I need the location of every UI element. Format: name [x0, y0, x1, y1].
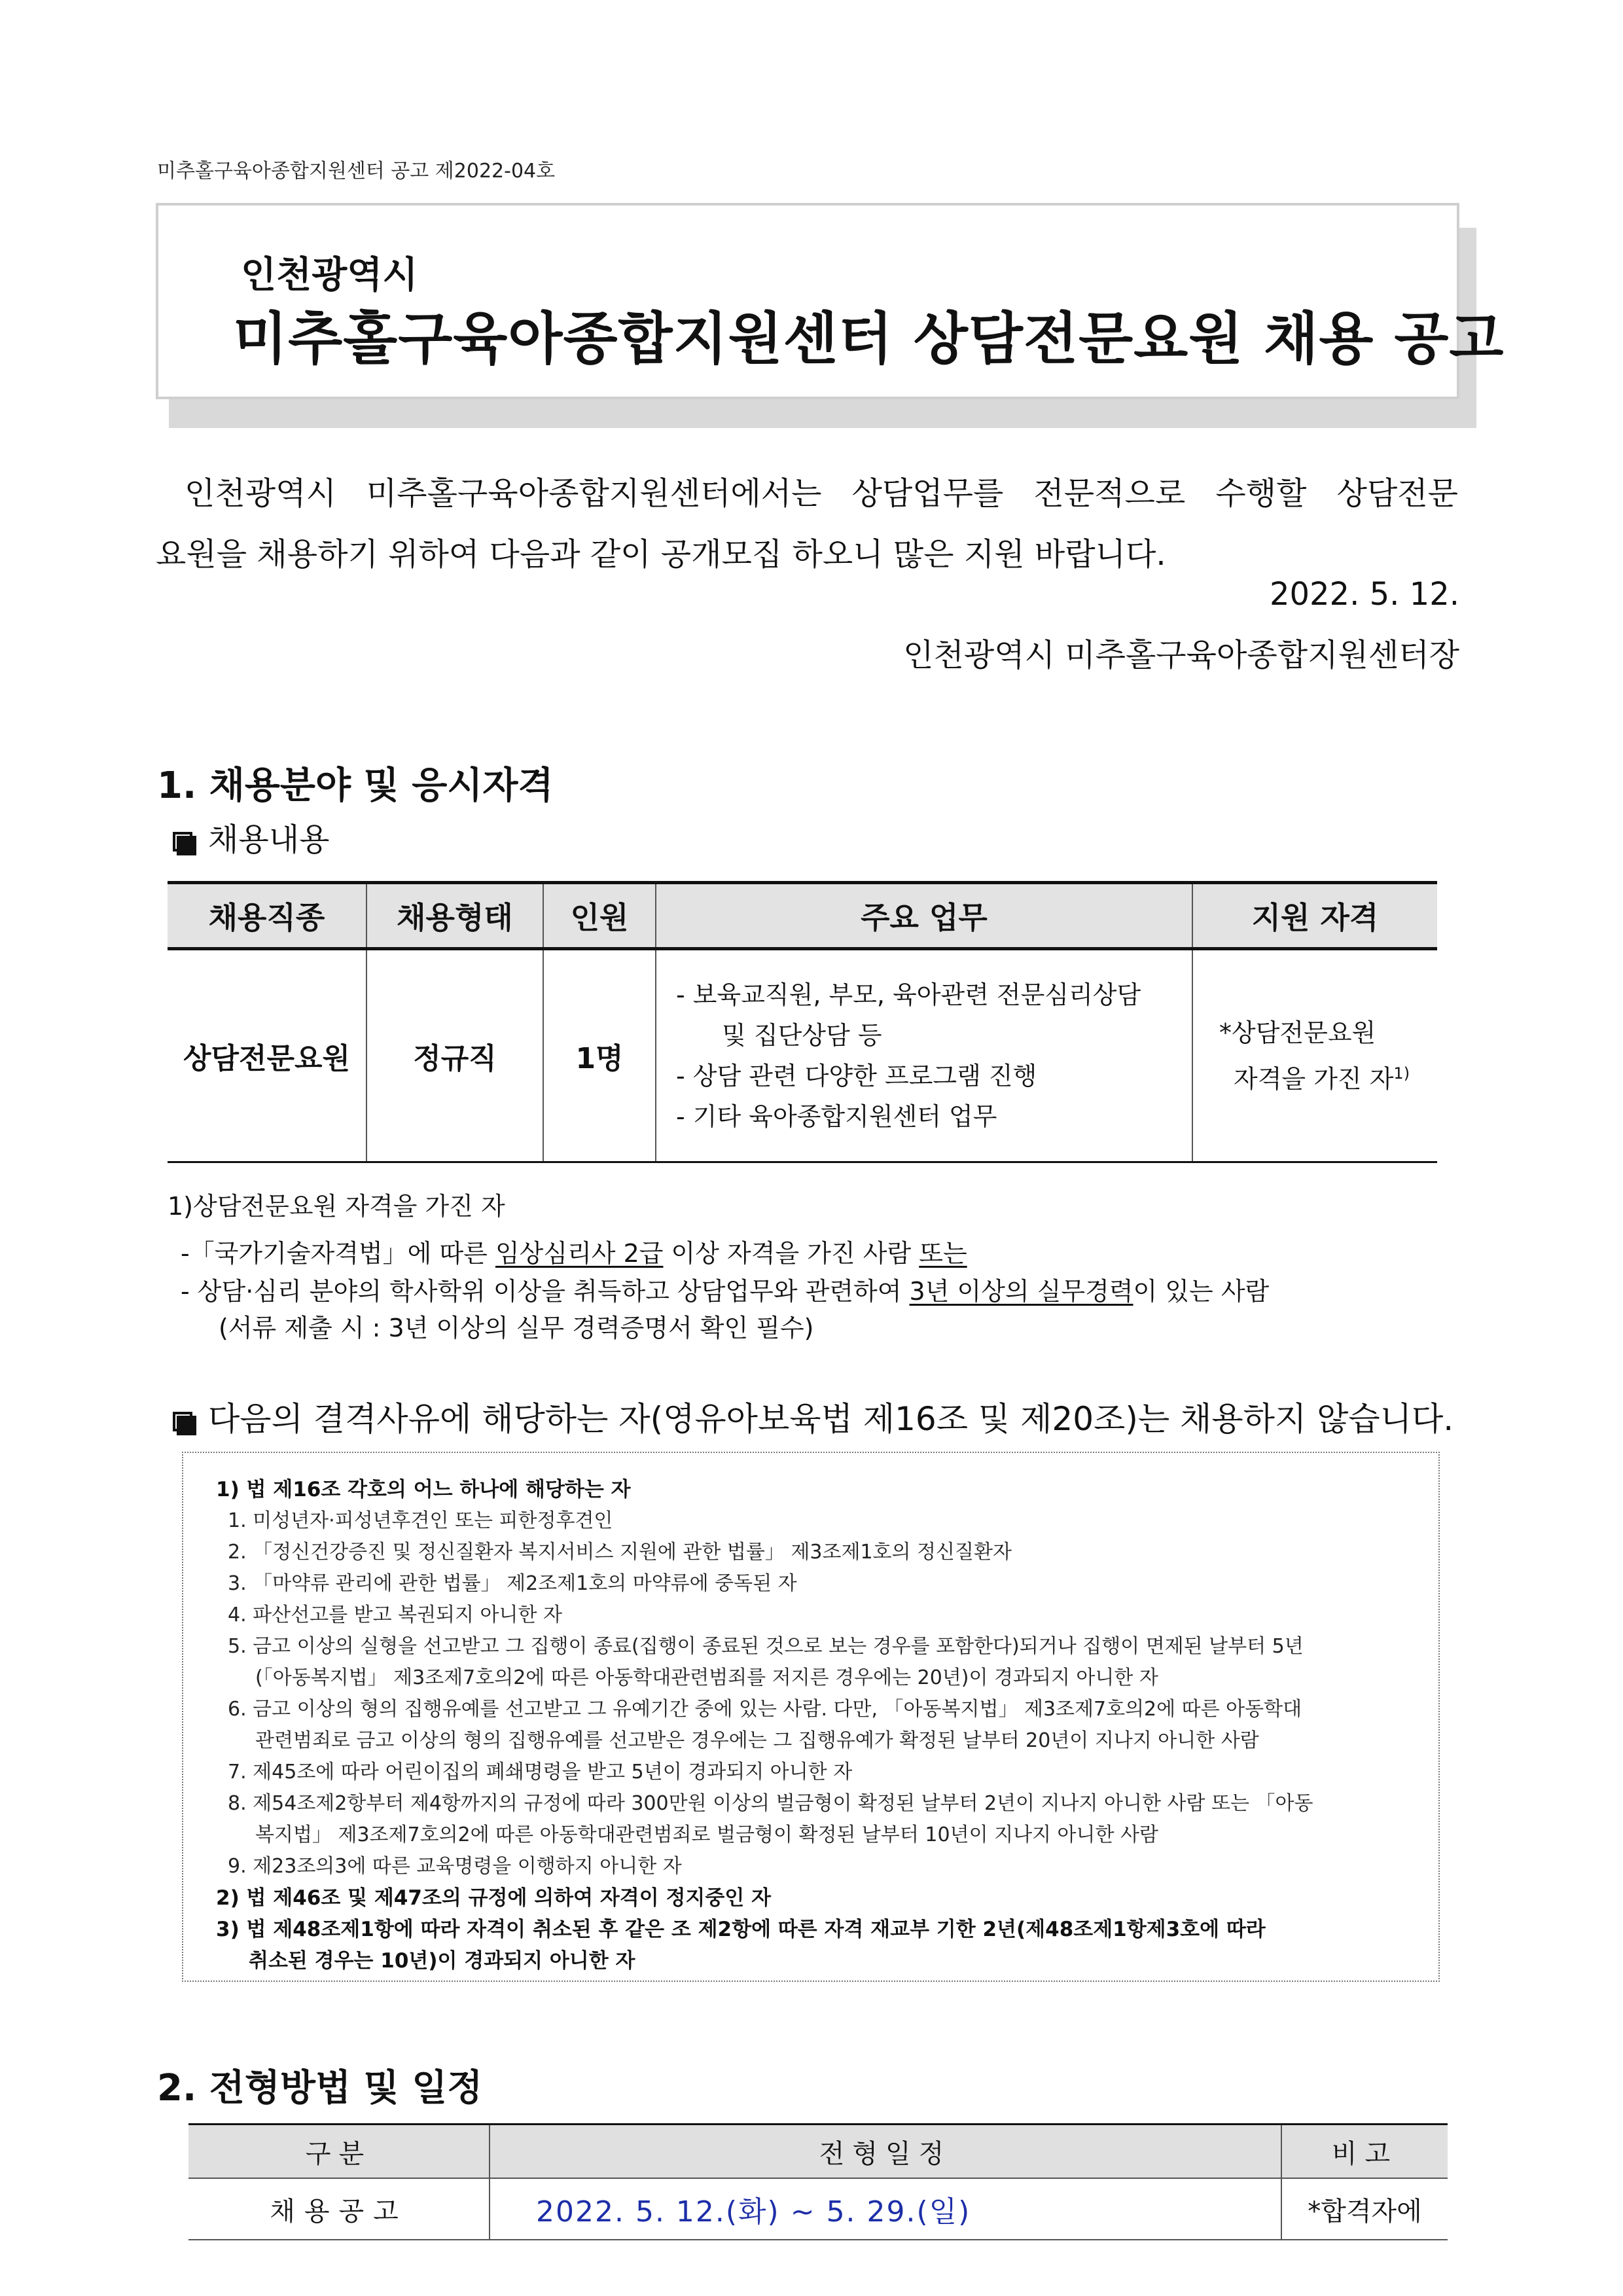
table-row: [168, 949, 1437, 1162]
schedule-table: [188, 2123, 1448, 2240]
duty-line: - 기타 육아종합지원센터 업무: [676, 1102, 997, 1131]
disq-main-item: 3) 법 제48조제1항에 따라 자격이 취소된 후 같은 조 제2항에 따른 자격 재교부 기한 2년(제48조제1항제3호에 따라: [216, 1918, 1266, 1941]
duty-line: 및 집단상담 등: [706, 1021, 882, 1050]
cell-type: 정규직: [366, 949, 543, 1162]
disq-item: 4. 파산선고를 받고 복권되지 아니한 자: [228, 1604, 563, 1626]
header-type: 채용형태: [366, 883, 543, 949]
cell-remark: *합격자에: [1281, 2178, 1448, 2240]
underlined-text: 임상심리사 2급: [495, 1239, 664, 1268]
header-schedule: 전형일정: [490, 2125, 1281, 2179]
disq-item-cont: (「아동복지법」 제3조제7호의2에 따른 아동학대관련범죄를 저지른 경우에는 20년)이 경과되지 아니한 자: [255, 1666, 1158, 1689]
subsection-recruitment: [173, 814, 329, 859]
disq-item: 9. 제23조의3에 따른 교육명령을 이행하지 아니한 자: [228, 1855, 682, 1878]
cell-qualification: [1192, 949, 1437, 1162]
notice-date: 2022. 5. 12.: [1269, 576, 1459, 613]
intro-line-1: 인천광역시 미추홀구육아종합지원센터에서는 상담업무를 전문적으로 수행할 상담전문: [185, 475, 1458, 512]
disq-item: 7. 제45조에 따라 어린이집의 폐쇄명령을 받고 5년이 경과되지 아니한 자: [228, 1761, 853, 1784]
disqualification-heading: 다음의 결격사유에 해당하는 자(영유아보육법 제16조 및 제20조)는 채용하지 않습니다.: [173, 1393, 1454, 1440]
disq-main-item-cont: 취소된 경우는 10년)이 경과되지 아니한 자: [249, 1949, 635, 1973]
disq-item: 3. 「마약류 관리에 관한 법률」 제2조제1호의 마약류에 중독된 자: [228, 1572, 797, 1595]
cell-category: 채용공고: [188, 2178, 490, 2240]
recruitment-table: [168, 881, 1437, 1163]
disq-item: 6. 금고 이상의 형의 집행유예를 선고받고 그 유예기간 중에 있는 사람. 다만, 「아동복지법」 제3조제7호의2에 따른 아동학대: [228, 1698, 1302, 1721]
header-count: 인원: [543, 883, 656, 949]
underlined-text: 3년 이상의 실무경력: [909, 1277, 1133, 1306]
header-remark: 비고: [1281, 2125, 1448, 2179]
checkbox-square-icon: [173, 832, 192, 852]
duty-line: - 상담 관련 다양한 프로그램 진행: [676, 1062, 1037, 1090]
note-title: 1)상담전문요원 자격을 가진 자: [168, 1192, 505, 1221]
underlined-text: 또는: [919, 1239, 967, 1268]
note-line-2: - 상담·심리 분야의 학사학위 이상을 취득하고 상담업무와 관련하여 3년 이상의 실무경력이 있는 사람: [181, 1277, 1270, 1306]
header-category: 구분: [188, 2125, 490, 2179]
section-1-heading: 1. 채용분야 및 응시자격: [157, 764, 554, 807]
duty-line: - 보육교직원, 부모, 육아관련 전문심리상담: [676, 980, 1141, 1009]
cell-duties: [656, 949, 1192, 1162]
header-qualification: 지원 자격: [1192, 883, 1437, 949]
footnote-marker: 1): [1393, 1064, 1410, 1083]
intro-line-2: 요원을 채용하기 위하여 다음과 같이 공개모집 하오니 많은 지원 바랍니다.: [156, 536, 1166, 573]
checkbox-square-icon: [173, 1412, 192, 1431]
table-header-row: [188, 2125, 1448, 2179]
note-line-1: -「국가기술자격법」에 따른 임상심리사 2급 이상 자격을 가진 사람 또는: [181, 1239, 967, 1268]
notice-number: 미추홀구육아종합지원센터 공고 제2022-04호: [157, 160, 556, 183]
qual-line-2: 자격을 가진 자$^{1)}$: [1234, 1064, 1410, 1094]
disq-main-item: 1) 법 제16조 각호의 어느 하나에 해당하는 자: [216, 1478, 631, 1501]
disq-item: 8. 제54조제2항부터 제4항까지의 규정에 따라 300만원 이상의 벌금형이 확정된 날부터 2년이 지나지 아니한 사람 또는 「아동: [228, 1792, 1313, 1815]
header-duties: 주요 업무: [656, 883, 1192, 949]
disq-item: 1. 미성년자·피성년후견인 또는 피한정후견인: [228, 1509, 613, 1532]
disq-item-cont: 복지법」 제3조제7호의2에 따른 아동학대관련범죄로 벌금형이 확정된 날부터 10년이 지나지 아니한 사람: [255, 1823, 1158, 1846]
issuer: 인천광역시 미추홀구육아종합지원센터장: [903, 637, 1459, 673]
cell-schedule: 2022. 5. 12.(화) ~ 5. 29.(일): [490, 2178, 1281, 2240]
disq-item: 2. 「정신건강증진 및 정신질환자 복지서비스 지원에 관한 법률」 제3조제1호의 정신질환자: [228, 1541, 1012, 1564]
disq-main-item: 2) 법 제46조 및 제47조의 규정에 의하여 자격이 정지중인 자: [216, 1886, 772, 1910]
header-job: 채용직종: [168, 883, 366, 949]
disq-item-cont: 관련범죄로 금고 이상의 형의 집행유예를 선고받은 경우에는 그 집행유예가 확정된 날부터 20년이 지나지 아니한 사람: [255, 1729, 1259, 1752]
qual-line-1: *상담전문요원: [1219, 1018, 1376, 1047]
section-2-heading: 2. 전형방법 및 일정: [157, 2067, 483, 2109]
disq-item: 5. 금고 이상의 실형을 선고받고 그 집행이 종료(집행이 종료된 것으로 보는 경우를 포함한다)되거나 집행이 면제된 날부터 5년: [228, 1635, 1304, 1658]
table-row: [188, 2178, 1448, 2240]
note-line-3: (서류 제출 시 : 3년 이상의 실무 경력증명서 확인 필수): [219, 1314, 814, 1342]
table-header-row: [168, 883, 1437, 949]
subsection-label: 채용내용: [208, 821, 330, 858]
cell-job: 상담전문요원: [168, 949, 366, 1162]
title-region: 인천광역시: [241, 254, 418, 296]
cell-count: 1명: [543, 949, 656, 1162]
page-title: 미추홀구육아종합지원센터 상담전문요원 채용 공고: [233, 306, 1505, 372]
